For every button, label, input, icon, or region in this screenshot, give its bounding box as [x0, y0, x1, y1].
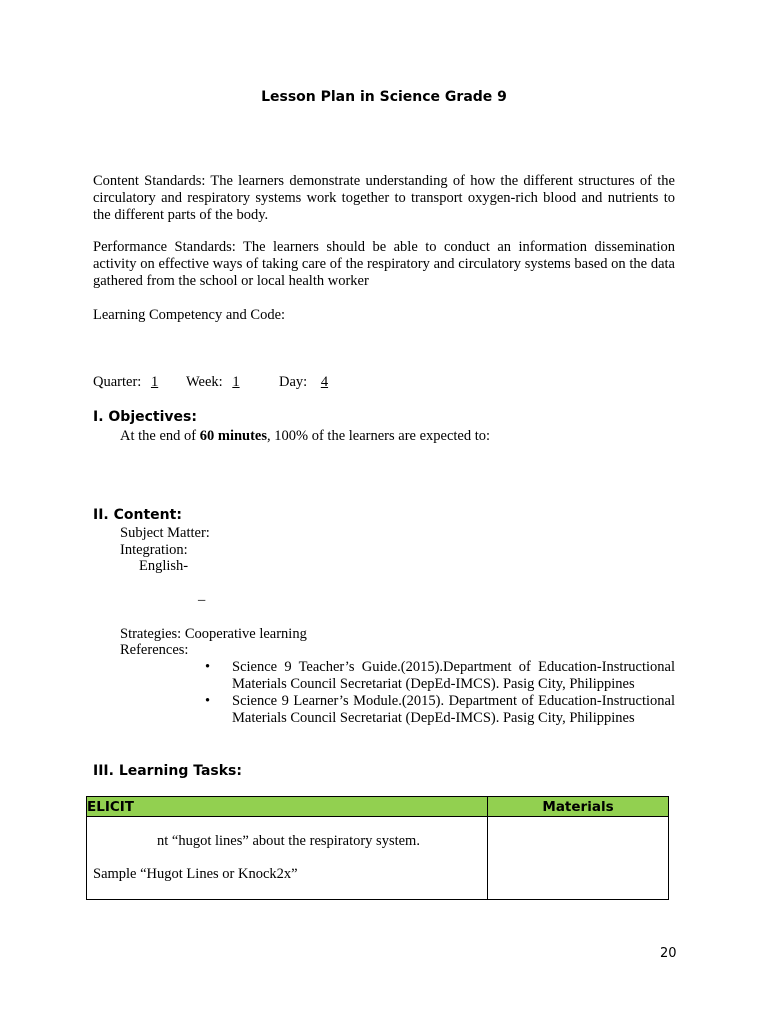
- elicit-line-1: nt “hugot lines” about the respiratory system.: [157, 833, 420, 849]
- learning-tasks-table: [86, 796, 669, 900]
- quarter-value: 1: [150, 374, 159, 390]
- performance-standards: Performance Standards: The learners should be able to conduct an information dissemination activity on effective ways of taking care of the respiratory and circulatory systems based on the data gathered from the school or local health worker: [93, 239, 675, 289]
- week-label: Week:: [186, 374, 223, 390]
- week-group: [186, 374, 240, 391]
- materials-header: Materials: [488, 797, 669, 817]
- page-number: 20: [660, 946, 677, 961]
- elicit-line-2: Sample “Hugot Lines or Knock2x”: [93, 866, 298, 882]
- content-standards: Content Standards: The learners demonstrate understanding of how the different structures of the circulatory and respiratory systems work together to transport oxygen-rich blood and nutrients to the different parts of the body.: [93, 173, 675, 223]
- objectives-duration: 60 minutes: [199, 428, 268, 444]
- reference-text: Science 9 Teacher’s Guide.(2015).Department of Education-Instructional Materials Council Secretariat (DepEd-IMCS). Pasig City, Philippines: [232, 659, 675, 692]
- references-list: [200, 659, 675, 727]
- bullet-icon: •: [205, 659, 211, 675]
- table-header-row: [87, 797, 669, 817]
- objectives-heading: I. Objectives:: [93, 409, 197, 425]
- subject-matter-label: Subject Matter:: [120, 525, 210, 541]
- elicit-cell: [87, 817, 488, 900]
- english-label: English-: [139, 558, 189, 574]
- day-group: [279, 374, 328, 391]
- day-label: Day:: [279, 374, 308, 390]
- content-heading: II. Content:: [93, 507, 182, 523]
- reference-item: [200, 693, 675, 727]
- integration-label: Integration:: [120, 542, 188, 558]
- schedule-line: [93, 374, 158, 391]
- learning-competency: Learning Competency and Code:: [93, 307, 286, 323]
- bullet-icon: •: [205, 693, 211, 709]
- table-row: [87, 817, 669, 900]
- page-title: Lesson Plan in Science Grade 9: [261, 89, 507, 105]
- references-label: References:: [120, 642, 189, 658]
- materials-cell: [488, 817, 669, 900]
- objectives-text: [120, 428, 490, 445]
- reference-item: [200, 659, 675, 693]
- objectives-text-before: At the end of: [120, 428, 200, 444]
- week-value: 1: [232, 374, 240, 390]
- learning-tasks-heading: III. Learning Tasks:: [93, 763, 242, 779]
- strategies-text: Strategies: Cooperative learning: [120, 626, 307, 642]
- day-value: 4: [320, 374, 329, 390]
- reference-text: Science 9 Learner’s Module.(2015). Department of Education-Instructional Materials Council Secretariat (DepEd-IMCS). Pasig City, Philippines: [232, 693, 675, 726]
- dash-mark: –: [198, 592, 206, 608]
- elicit-header: ELICIT: [87, 797, 488, 817]
- quarter-label: Quarter:: [93, 374, 142, 390]
- objectives-text-after: , 100% of the learners are expected to:: [267, 428, 491, 444]
